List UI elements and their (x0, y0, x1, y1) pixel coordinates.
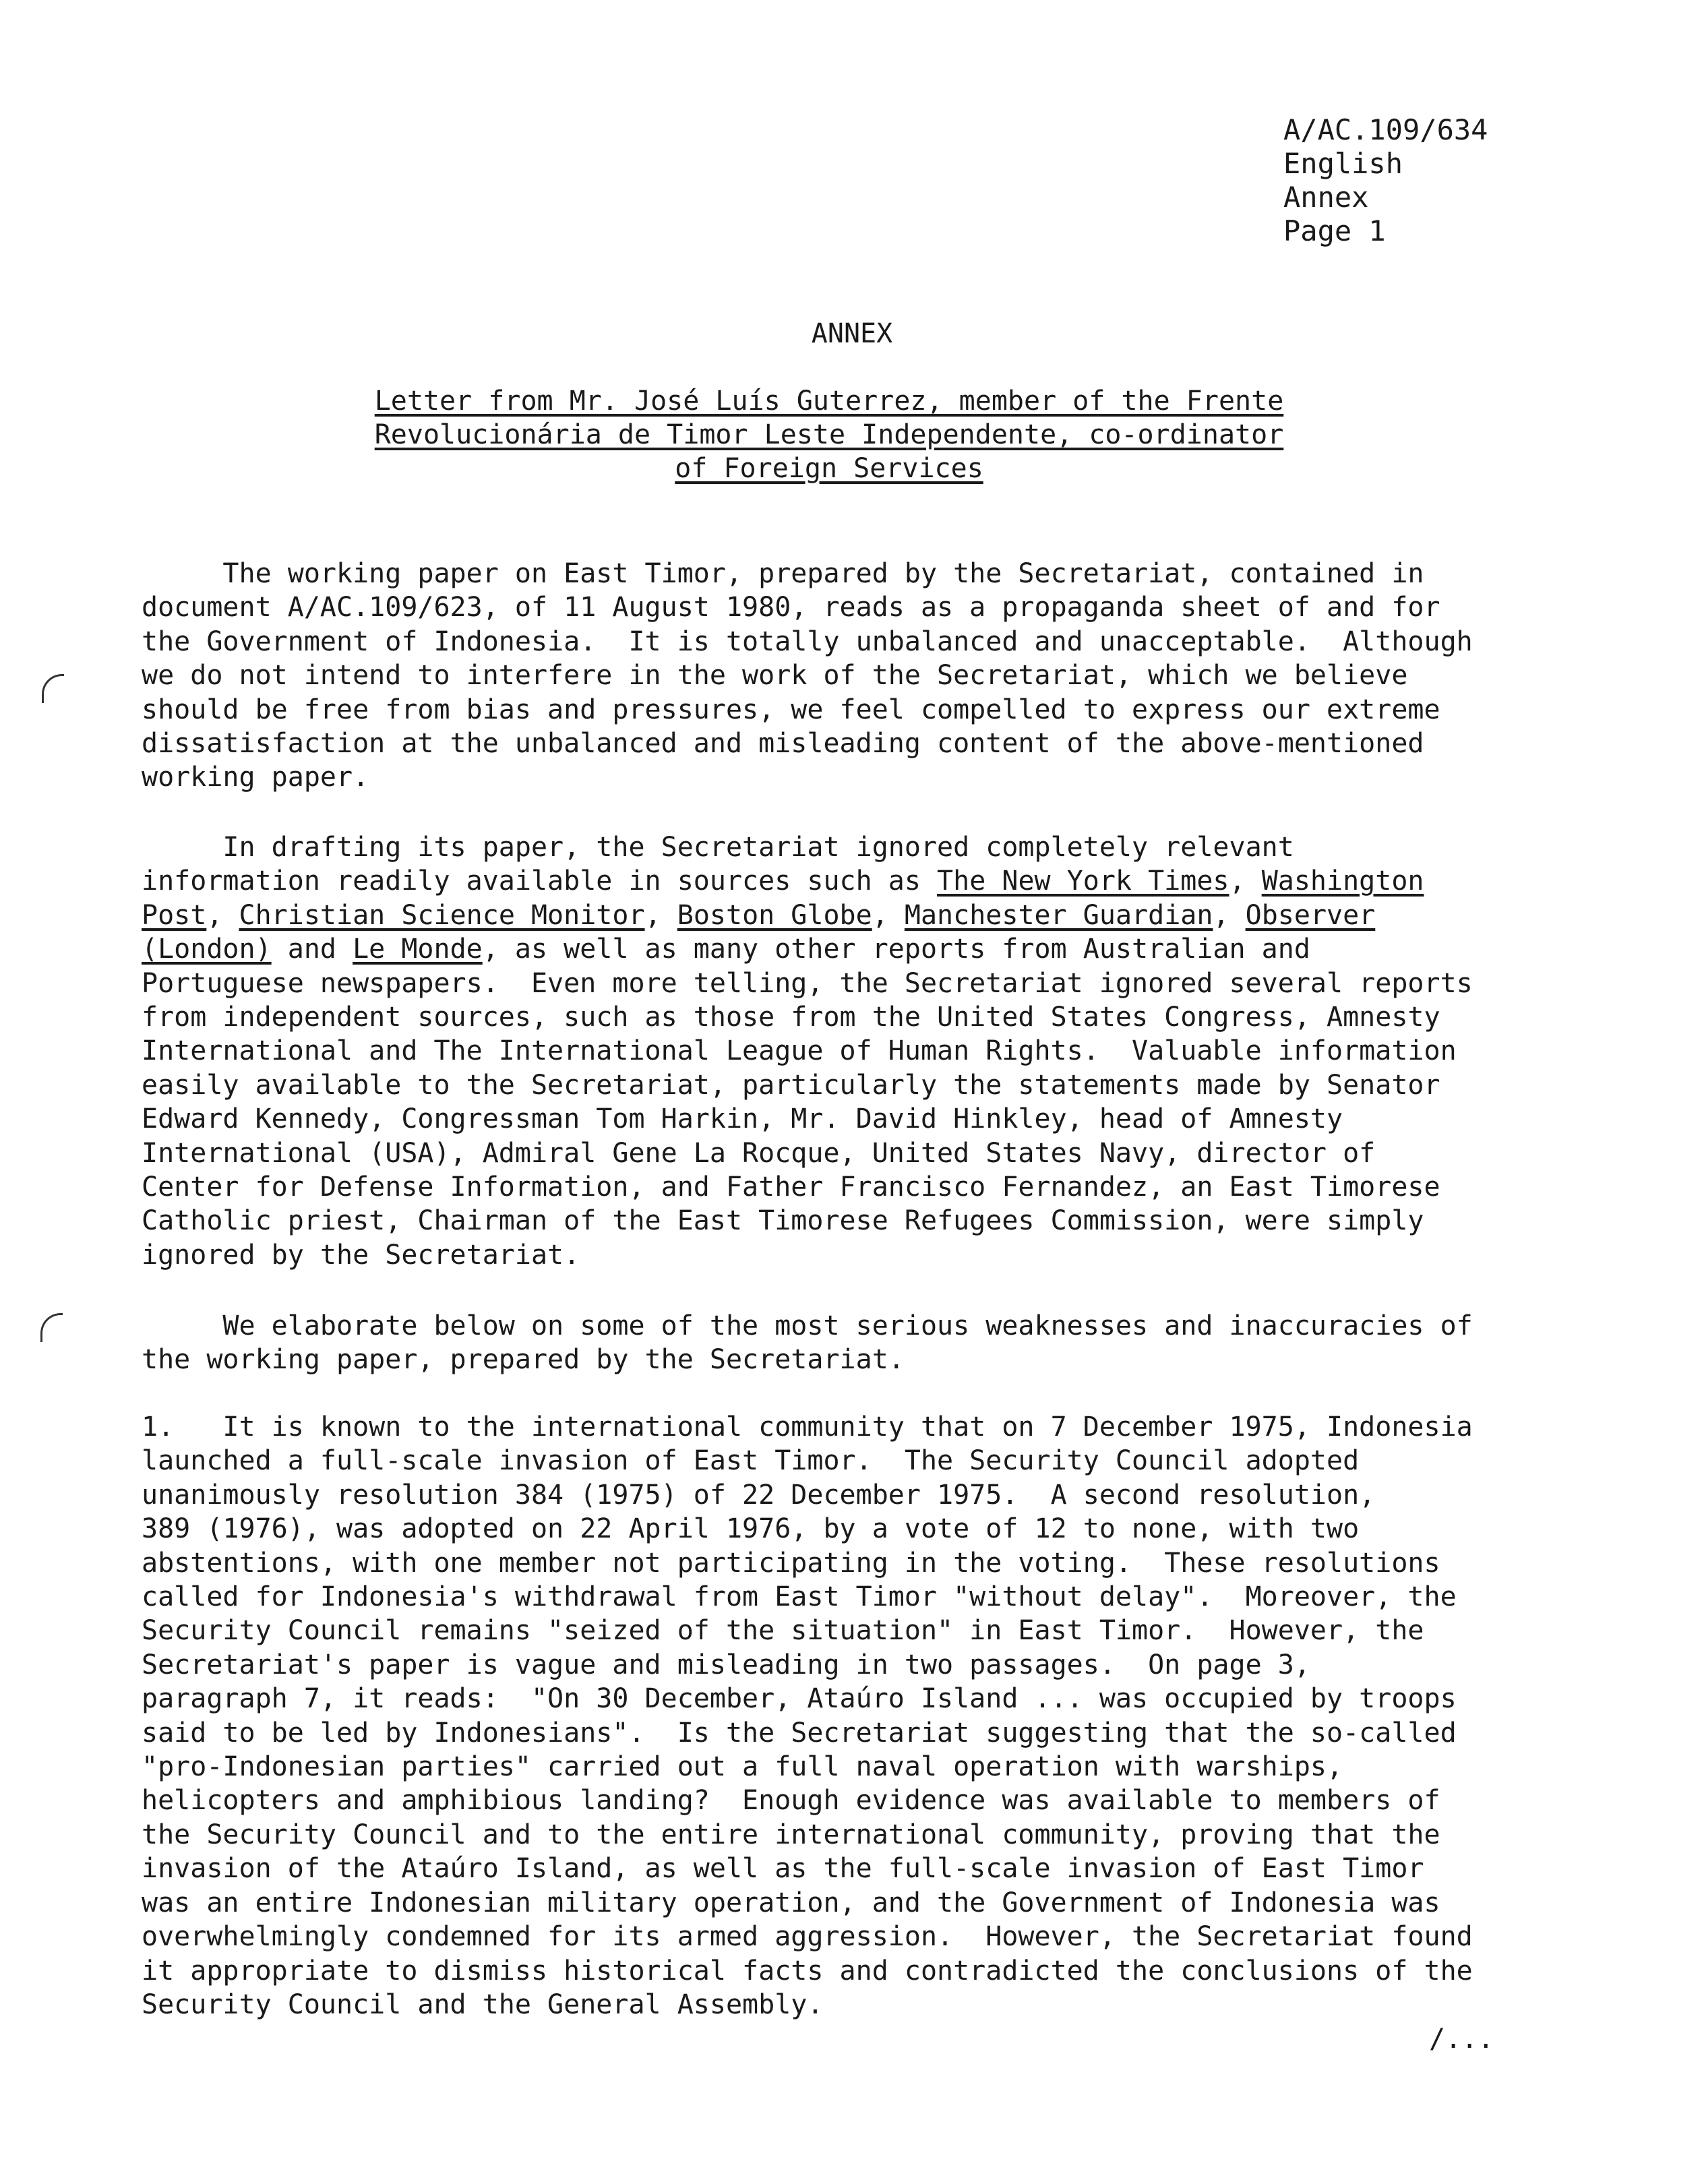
text-line: from independent sources, such as those from the United States Congress, Amnesty (142, 1002, 1440, 1033)
annex-heading: ANNEX (811, 318, 893, 349)
source-observer: Observer (1245, 899, 1376, 931)
text-line: information readily available in sources such as The New York Times, Washington (142, 866, 1424, 897)
text-line: helicopters and amphibious landing? Enough evidence was available to members of (142, 1785, 1440, 1817)
text-line: working paper. (142, 762, 369, 793)
text-line: it appropriate to dismiss historical facts and contradicted the conclusions of the (142, 1955, 1473, 1986)
source-washington-post: Post (142, 899, 207, 931)
paragraph-3 (142, 1309, 1557, 1377)
text-line: launched a full-scale invasion of East Timor. The Security Council adopted (142, 1445, 1360, 1477)
source-new-york-times: The New York Times (937, 866, 1229, 897)
text-line: we do not intend to interfere in the work of the Secretariat, which we believe (142, 660, 1408, 692)
text-line: said to be led by Indonesians". Is the Secretariat suggesting that the so-called (142, 1717, 1457, 1749)
text-line: Portuguese newspapers. Even more telling, the Secretariat ignored several reports (142, 967, 1473, 999)
text-line: Catholic priest, Chairman of the East Timorese Refugees Commission, were simply (142, 1205, 1424, 1237)
punch-hole-mark (42, 674, 64, 703)
punch-hole-mark (40, 1313, 63, 1342)
text-line: the Government of Indonesia. It is totally unbalanced and unacceptable. Although (142, 626, 1473, 657)
paragraph-2 (142, 830, 1557, 1272)
document-section: Annex (1283, 181, 1369, 214)
document-header (1283, 113, 1488, 248)
text-line: paragraph 7, it reads: "On 30 December, Ataúro Island ... was occupied by troops (142, 1683, 1457, 1715)
title-line: Letter from Mr. José Luís Guterrez, member of the Frente (374, 386, 1284, 417)
text-line: overwhelmingly condemned for its armed aggression. However, the Secretariat found (142, 1921, 1473, 1953)
text-line: ignored by the Secretariat. (142, 1239, 580, 1271)
paragraph-4 (142, 1410, 1557, 2022)
text-line: In drafting its paper, the Secretariat ignored completely relevant (142, 832, 1294, 863)
text-line: Edward Kennedy, Congressman Tom Harkin, Mr. David Hinkley, head of Amnesty (142, 1103, 1343, 1135)
letter-title (310, 384, 1348, 485)
page-number: Page 1 (1283, 214, 1386, 247)
text-line: Center for Defense Information, and Father Francisco Fernandez, an East Timorese (142, 1172, 1440, 1203)
text-line: document A/AC.109/623, of 11 August 1980, reads as a propaganda sheet of and for (142, 592, 1440, 624)
source-christian-science-monitor: Christian Science Monitor (239, 899, 645, 931)
text-line: 1. It is known to the international community that on 7 December 1975, Indonesia (142, 1412, 1473, 1443)
source-le-monde: Le Monde (353, 934, 483, 965)
text-line: unanimously resolution 384 (1975) of 22 December 1975. A second resolution, (142, 1479, 1376, 1511)
text-line: (London) and Le Monde, as well as many other reports from Australian and (142, 934, 1310, 965)
text-line: International and The International League of Human Rights. Valuable information (142, 1035, 1457, 1067)
text-line: the Security Council and to the entire international community, proving that the (142, 1819, 1440, 1850)
source-washington-post: Washington (1261, 866, 1424, 897)
text-line: abstentions, with one member not participating in the voting. These resolutions (142, 1547, 1440, 1579)
text-line: easily available to the Secretariat, particularly the statements made by Senator (142, 1069, 1440, 1101)
title-line: of Foreign Services (675, 453, 983, 484)
text-line: Security Council and the General Assembly. (142, 1989, 824, 2020)
text-line: should be free from bias and pressures, we feel compelled to express our extreme (142, 694, 1440, 725)
title-line: Revolucionária de Timor Leste Independente, co-ordinator (374, 419, 1284, 450)
text-line: Security Council remains "seized of the situation" in East Timor. However, the (142, 1615, 1424, 1647)
source-manchester-guardian: Manchester Guardian (904, 899, 1213, 931)
text-line: dissatisfaction at the unbalanced and misleading content of the above-mentioned (142, 728, 1424, 760)
text-line: invasion of the Ataúro Island, as well as the full-scale invasion of East Timor (142, 1853, 1424, 1885)
source-observer: (London) (142, 934, 272, 965)
text-line: called for Indonesia's withdrawal from East Timor "without delay". Moreover, the (142, 1581, 1457, 1613)
paragraph-1 (142, 557, 1557, 795)
text-line: International (USA), Admiral Gene La Rocque, United States Navy, director of (142, 1137, 1376, 1169)
text-line: was an entire Indonesian military operation, and the Government of Indonesia was (142, 1887, 1440, 1918)
document-symbol: A/AC.109/634 (1283, 113, 1488, 146)
document-language: English (1283, 147, 1403, 180)
text-line: The working paper on East Timor, prepared by the Secretariat, contained in (142, 558, 1424, 589)
text-line: Post, Christian Science Monitor, Boston Globe, Manchester Guardian, Observer (142, 899, 1376, 931)
text-line: the working paper, prepared by the Secretariat. (142, 1344, 905, 1376)
source-boston-globe: Boston Globe (677, 899, 872, 931)
text-line: Secretariat's paper is vague and misleading in two passages. On page 3, (142, 1649, 1310, 1680)
text-line: We elaborate below on some of the most serious weaknesses and inaccuracies of (142, 1310, 1473, 1341)
text-line: 389 (1976), was adopted on 22 April 1976, by a vote of 12 to none, with two (142, 1513, 1360, 1545)
text-line: "pro-Indonesian parties" carried out a full naval operation with warships, (142, 1751, 1343, 1783)
continuation-mark: /... (1429, 2024, 1494, 2055)
